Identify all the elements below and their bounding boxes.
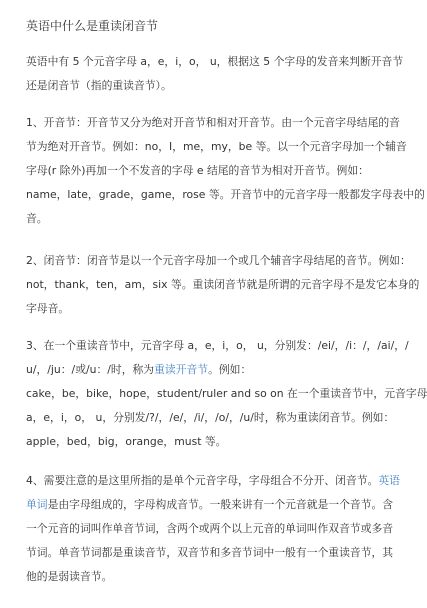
intro-paragraph xyxy=(26,50,404,98)
article-title: 英语中什么是重读闭音节 xyxy=(26,19,159,33)
section1-line: 节为绝对开音节。例如：no，I，me，my，be 等。以一个元音字母加一个辅音 xyxy=(26,140,407,153)
section3-text: 。例如： xyxy=(208,363,252,376)
section4-line: 他的是弱读音节。 xyxy=(26,570,113,583)
section2-line: 2、闭音节：闭音节是以一个元音字母加一个或几个辅音字母结尾的音节。例如： xyxy=(26,254,411,267)
english-word-link[interactable]: 英语 xyxy=(378,474,400,487)
closed-syllable-paragraph xyxy=(26,249,420,321)
section3-line: 3、在一个重读音节中，元音字母 a，e，i，o， u，分别发：/ei/，/i：/，/ai/，/ xyxy=(26,339,409,352)
section4-text: 4、需要注意的是这里所指的是单个元音字母，字母组合不分开、闭音节。 xyxy=(26,474,379,487)
section1-line: name，late，grade，game，rose 等。开音节中的元音字母一般都发字母表中的 xyxy=(26,188,425,201)
section3-line: a，e，i，o， u，分别发/?/，/e/，/i/，/o/，/u/时，称为重读闭音节。例如： xyxy=(26,411,395,424)
section3-line: cake，be，bike，hope，student/ruler and so on 在一个重读音节中，元音字母 xyxy=(26,387,427,400)
section4-line xyxy=(26,493,394,517)
section3-text: u/，/ju：/或/u：/时，称为 xyxy=(26,363,155,376)
section2-line: 字母音。 xyxy=(26,302,70,315)
intro-line: 还是闭音节（指的重读音节）。 xyxy=(26,79,172,92)
stressed-syllable-paragraph xyxy=(26,334,427,454)
section3-line xyxy=(26,358,386,382)
section1-line: 音。 xyxy=(26,212,48,225)
note-paragraph xyxy=(26,469,400,589)
section2-line: not，thank，ten，am，six 等。重读闭音节就是所谓的元音字母不是发它本身的 xyxy=(26,278,420,291)
open-syllable-paragraph xyxy=(26,111,425,231)
intro-line: 英语中有 5 个元音字母 a，e，i，o， u，根据这 5 个字母的发音来判断开音节 xyxy=(26,55,404,68)
section4-line: 节词。单音节词都是重读音节，双音节和多音节词中一般有一个重读音节，其 xyxy=(26,546,394,559)
section1-line: 1、开音节：开音节又分为绝对开音节和相对开音节。由一个元音字母结尾的音 xyxy=(26,116,400,129)
section4-line: 一个元音的词叫作单音节词，含两个或两个以上元音的单词叫作双音节或多音 xyxy=(26,522,394,535)
stressed-open-syllable-link[interactable]: 重读开音节 xyxy=(154,363,209,376)
section4-line xyxy=(26,469,400,493)
section4-text: 是由字母组成的，字母构成音节。一般来讲有一个元音就是一个音节。含 xyxy=(47,498,394,511)
section3-line: apple，bed，big，orange，must 等。 xyxy=(26,435,227,448)
section1-line: 字母(r 除外)再加一个不发音的字母 e 结尾的音节为相对开音节。例如： xyxy=(26,164,369,177)
english-word-link-continued[interactable]: 单词 xyxy=(26,498,48,511)
